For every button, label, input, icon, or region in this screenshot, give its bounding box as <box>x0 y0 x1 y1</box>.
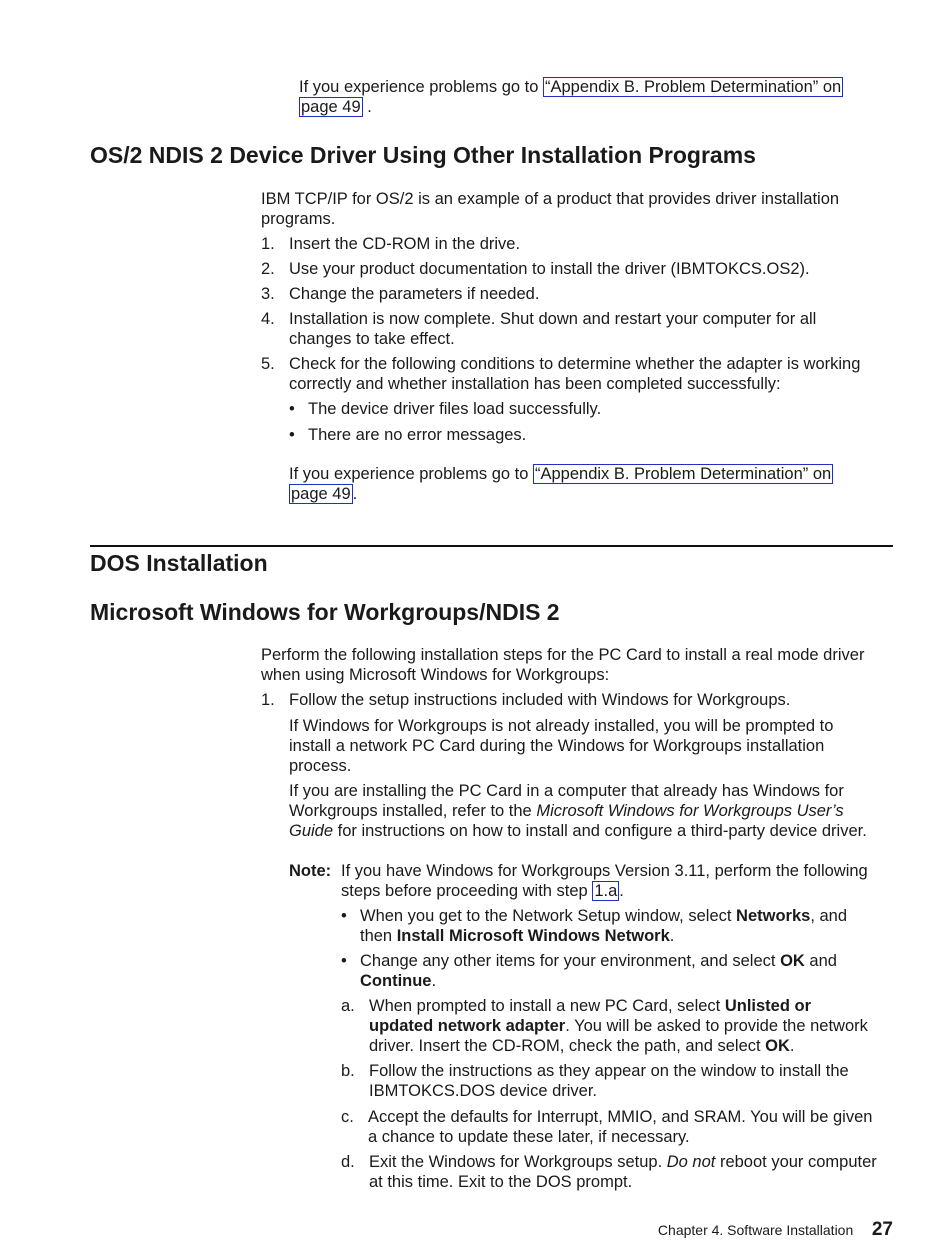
section-heading-os2-ndis: OS/2 NDIS 2 Device Driver Using Other Installation Programs <box>90 142 756 168</box>
note-bullet-2: • Change any other items for your environment, and select OK and Continue. <box>341 952 837 990</box>
step-1a-link[interactable]: 1.a <box>594 882 618 900</box>
section1-step-2: 2. Use your product documentation to install the driver (IBMTOKCS.OS2). <box>261 260 810 278</box>
section1-body <box>261 189 901 229</box>
section3-para-2: If you are installing the PC Card in a computer that already has Windows for Workgroups installed, refer to the Microsoft Windows for Workgroups User’s Guide for instructions on how to install and configure a third-party device driver. <box>289 782 867 840</box>
bullet-icon: • <box>289 426 295 444</box>
page-footer <box>560 1220 893 1240</box>
section3-intro: Perform the following installation steps for the PC Card to install a real mode driver when using Microsoft Windows for Workgroups: <box>261 646 865 684</box>
section1-step-5: 5. Check for the following conditions to determine whether the adapter is working correctly and whether installation has been completed successfully: <box>261 355 861 393</box>
bullet-icon: • <box>341 952 347 970</box>
page-number: 27 <box>871 1219 893 1240</box>
note-body: If you have Windows for Workgroups Version 3.11, perform the following steps before proceeding with step 1.a . <box>341 862 868 900</box>
section-heading-wfw: Microsoft Windows for Workgroups/NDIS 2 <box>90 599 560 625</box>
appendix-b-link[interactable]: “Appendix B. Problem Determination” on <box>534 465 832 483</box>
section-divider <box>90 545 893 547</box>
note-label: Note: <box>289 862 332 880</box>
top-problem-para: If you experience problems go to “Appendix B. Problem Determination” on page 49 . <box>299 78 842 116</box>
bullet-icon: • <box>341 907 347 925</box>
section1-problem-para: If you experience problems go to “Appendix B. Problem Determination” on page 49 . <box>289 465 832 503</box>
page-49-link[interactable]: page 49 <box>291 485 351 503</box>
section1-bullet-2: • There are no error messages. <box>289 426 527 444</box>
note-bullet-1: • When you get to the Network Setup window, select Networks, and then Install Microsoft Windows Network. <box>341 907 848 945</box>
section1-bullet-1: • The device driver files load successfully. <box>289 400 602 418</box>
section3-step-1: 1. Follow the setup instructions included with Windows for Workgroups. <box>261 691 791 709</box>
bullet-icon: • <box>289 400 295 418</box>
footer-chapter: Chapter 4. Software Installation <box>657 1222 854 1238</box>
appendix-b-link[interactable]: “Appendix B. Problem Determination” on <box>544 78 842 96</box>
section-heading-dos: DOS Installation <box>90 550 268 576</box>
substep-b: b. Follow the instructions as they appear on the window to install the IBMTOKCS.DOS device driver. <box>341 1062 849 1100</box>
section1-intro: IBM TCP/IP for OS/2 is an example of a product that provides driver installation programs. <box>261 190 840 228</box>
section1-step-4: 4. Installation is now complete. Shut down and restart your computer for all changes to take effect. <box>261 310 817 348</box>
page-49-link[interactable]: page 49 <box>301 98 361 116</box>
substep-d: d. Exit the Windows for Workgroups setup. Do not reboot your computer at this time. Exit to the DOS prompt. <box>341 1153 877 1191</box>
substep-c: c. Accept the defaults for Interrupt, MMIO, and SRAM. You will be given a chance to update these later, if necessary. <box>341 1108 873 1146</box>
section1-step-1: 1. Insert the CD-ROM in the drive. <box>261 235 521 253</box>
section3-para-1: If Windows for Workgroups is not already installed, you will be prompted to install a network PC Card during the Windows for Workgroups installation process. <box>289 717 834 775</box>
section1-step-3: 3. Change the parameters if needed. <box>261 285 540 303</box>
substep-a: a. When prompted to install a new PC Card, select Unlisted or updated network adapter. You will be asked to provide the network driver. Insert the CD-ROM, check the path, and select OK. <box>341 997 868 1055</box>
